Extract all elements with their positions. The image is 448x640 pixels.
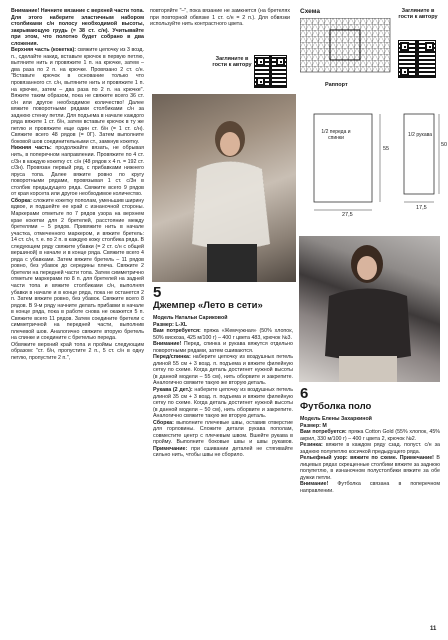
column-1 bbox=[11, 8, 144, 362]
sec6-size-value: М bbox=[322, 422, 327, 429]
pattern-pieces bbox=[296, 110, 446, 230]
lower-paragraph bbox=[11, 145, 144, 197]
qr-finder-icon bbox=[276, 57, 285, 66]
dim-width-back: 27,5 bbox=[342, 212, 353, 218]
sec6-edge-text: вяжите в каждом ряду сзад. полуст. с/н за заднюю полупетлю косичкой предыдущего ряда. bbox=[300, 442, 440, 455]
mesh-chart bbox=[300, 18, 392, 78]
sec5-model-text: Модель Натальи Сариковой bbox=[153, 315, 228, 321]
edging-text: Обвяжите верхний край топа и проймы следующим образом: "ст. б/н, пропустите 2 п., 5 ст. с/н в одну петлю, пропустите 2 п.", bbox=[11, 341, 144, 361]
sec5-assembly-text: выполните плечевые швы, оставив отверстие для горловины. Сложите детали рукава пополам, совместите центр с плечевым швом. Вшейте рукава в пройму. Выполните боковые швы и швы рукавов. bbox=[153, 419, 293, 446]
sec6-pattern-heading: Рельефный узор: bbox=[300, 455, 348, 462]
qr-finder-icon bbox=[256, 77, 265, 86]
page-number: 11 bbox=[430, 626, 437, 632]
sec5-need-text: пряжа «Жемчужная» (50% хлопок, 50% вискоза, 425 м/100 г) – 400 г цвета 483, крючок №3. bbox=[153, 328, 293, 341]
sec6-need-heading: Вам потребуется: bbox=[300, 429, 347, 436]
sec6-pattern-note-text: В лицевых рядах скрещенные столбики вяжите за заднюю полупетлю, в изнаночном полустолбики вяжите за обе дужки петли. bbox=[300, 455, 440, 481]
diagram-title: Схема bbox=[300, 8, 321, 15]
sec5-need-heading: Вам потребуется: bbox=[153, 328, 201, 335]
qr-label-2: Загляните в гости к автору bbox=[398, 8, 438, 20]
sec5-materials bbox=[153, 328, 293, 341]
sec5-attention bbox=[153, 341, 293, 354]
sec6-edge bbox=[300, 442, 440, 455]
section-5-number: 5 bbox=[153, 284, 162, 301]
qr-label-1: Загляните в гости к автору bbox=[212, 56, 252, 68]
sec5-front bbox=[153, 354, 293, 387]
assembly-heading: Сборка: bbox=[11, 197, 32, 204]
lower-text: продолжайте вязать, не обрывая нить, в поперечном направлении. Провяжите по 4 ст. с/3н в каждую кокетку ст. с/н (48 рядов х 4 п. = 192 ст. с/3н). Провязан первый ряд, с прибавками нижнего яруса топа. Далее вяжите ровно по кругу поворотными рядами, провязывая 1 ст. с/3н в столбик предыдущего ряда. Свяжите всего 9 рядов от края корсета или другое необходимое количество. bbox=[11, 145, 144, 198]
intro-paragraph bbox=[11, 8, 144, 47]
section-6-title: Футболка поло bbox=[300, 401, 372, 412]
sec5-size-heading: Размер: bbox=[153, 321, 174, 328]
sec6-pattern-note-heading: Примечание! bbox=[399, 455, 434, 462]
pattern-pieces-svg bbox=[296, 110, 446, 230]
sec6-need-text: пряжа Cotton Gold (55% хлопок, 45% акрил, 330 м/100 г) – 400 г цвета 2, крючок №2. bbox=[300, 429, 440, 442]
sec5-size-value: L-XL bbox=[175, 321, 188, 328]
section-6-body bbox=[300, 416, 440, 495]
yoke-paragraph bbox=[11, 47, 144, 145]
sec5-attn-heading: Внимание! bbox=[153, 341, 182, 348]
sec5-assembly bbox=[153, 420, 293, 459]
lower-heading: Нижняя часть: bbox=[11, 145, 52, 152]
section-5-title: Джемпер «Лето в сети» bbox=[153, 300, 263, 311]
rapport-label: Раппорт bbox=[325, 82, 348, 88]
column-2-continuation bbox=[150, 8, 290, 28]
dim-height-back: 55 bbox=[383, 146, 390, 152]
intro-text: Внимание! Начните вязание с верхней части топа. Для этого наберите эластичным набором столбиками с/н полосу необходимой высоты, закрывающую грудь (= 38 ст. с/н). Учитывайте при этом, что полотно будет собрано в два сложения. bbox=[11, 8, 144, 47]
sec5-front-heading: Перед/спинка: bbox=[153, 354, 191, 361]
sec5-note-heading: Примечание: bbox=[153, 445, 188, 452]
sec5-attn-text: Перед, спинка и рукава вяжутся отдельно поворотными рядами, затем сшиваются. bbox=[153, 341, 293, 354]
yoke-heading: Верхняя часть (кокетка): bbox=[11, 47, 76, 54]
assembly-text: сложите кокетку пополам, уменьшив ширину вдвое, и подшейте ее край с изнаночной стороны. Маркерами отметьте по 7 рядов узора на верхнем крае кокетки для 2 бретелей, расстояние между бретелями – 5 рядов. Привяжите нить в начале участка, отмеченного маркером, и вяжите бретель: 14 ст. с/н, т. е. по 2 п. в каждую кожу столбика ряда. В следующем ряду свяжите убавки (= 2 ст. с/н с общей вершиной) в начале и в конце ряда. Свяжите всего 4 ряда с убавками. Затем вяжите бретель – 11 рядов ровно, без убавок до середины плеча. Свяжите 2 бретели на передней части топа. Затем симметрично отметьте маркерами по 8 п. для бретелей на задней части топа и вяжите столбиками с/н, выполняя убавки в начале и в конце ряда, пока не останется 2 п. Затем вяжите ровно, без убавок. Свяжите всего 8 рядов. В 9-м ряду начните делать прибавки в начале в конце ряда, пока в работе снова не окажется 5 п. Свяжите всего 11 рядов. Затем соедините бретели с симметричной на передней части, выполнив плечевой шов. Аналогично свяжите вторую бретель на спинке и соедините с бретелью переда. bbox=[11, 197, 144, 342]
sec6-size-heading: Размер: bbox=[300, 422, 321, 429]
sec6-pattern-text: вяжите по схеме. bbox=[350, 455, 398, 462]
assembly-paragraph bbox=[11, 198, 144, 342]
qr-finder-icon bbox=[400, 67, 409, 76]
qr-finder-icon bbox=[256, 57, 265, 66]
qr-finder-icon bbox=[425, 42, 434, 51]
qr-finder-icon bbox=[400, 42, 409, 51]
sec5-sleeve-text: наберите цепочку из воздушных петель длиной 35 см + 3 возд. п. подъема и вяжите филейную сетку по схеме. Когда деталь достигнет нужной высоты (в данной модели – 50 см), нить оборвите и закрепите. Аналогично свяжите такую же вторую деталь. bbox=[153, 387, 293, 420]
sec6-attn-text: Футболка связана в поперечном направлении. bbox=[300, 481, 440, 495]
sec6-pattern bbox=[300, 455, 440, 481]
sec6-edge-heading: Резинка: bbox=[300, 442, 323, 449]
sec6-materials bbox=[300, 429, 440, 442]
qr-code-2[interactable] bbox=[398, 40, 436, 78]
dim-width-sleeve: 17,5 bbox=[416, 205, 427, 211]
sec5-note-text: при сшивании деталей не стягивайте сильно нить, чтобы швы не сборило. bbox=[153, 445, 293, 459]
section-6-number: 6 bbox=[300, 385, 309, 402]
edging-paragraph bbox=[11, 342, 144, 362]
sec6-attention bbox=[300, 481, 440, 494]
sec6-model-text: Модель Елены Захаркиной bbox=[300, 416, 372, 422]
sec5-assembly-heading: Сборка: bbox=[153, 419, 174, 426]
sec6-attn-heading: Внимание! bbox=[300, 481, 329, 488]
sec5-sleeve bbox=[153, 387, 293, 420]
photo-model-jumper bbox=[152, 94, 296, 282]
mesh-chart-grid bbox=[300, 18, 392, 78]
photo-model-polo bbox=[299, 236, 440, 382]
sec5-sleeve-heading: Рукава (2 дет.): bbox=[153, 387, 193, 394]
sec5-front-text: наберите цепочку из воздушных петель длиной 55 см + 3 возд. п. подъема и вяжите филейную сетку по схеме. Когда деталь достигнет нужной высоты (в данной модели – 55 см), нить оборвите и закрепите. Аналогично свяжите такую же вторую деталь. bbox=[153, 354, 293, 387]
qr-code-1[interactable] bbox=[254, 55, 287, 88]
sleeve-label: 1/2 рукава bbox=[407, 132, 433, 138]
edging-continuation: повторяйте "–", пока вязание не замкнется (на бретелях при повторной обвязке 1 ст. с/н = 2 п.). Для обвязки используйте нить контрастного цвета. bbox=[150, 8, 290, 28]
section-5-body bbox=[153, 315, 293, 459]
dim-height-sleeve: 50 bbox=[441, 142, 448, 148]
photo2-silhouette bbox=[299, 236, 440, 382]
yoke-text: свяжите цепочку из 3 возд. п., сделайте накид, вставьте крючок в первую петлю, вытяните нить и провяжите 1 п. на крючке, затем – два раза по 2 п. на крючке. Провязано 2 ст. с/н. "Вставьте крючок в основание только что провязанного ст. с/н, вытяните нить и провяжите 1 п. на крючке, затем – два раза по 2 п. на крючке". Вяжите таким образом, пока не свяжете всего 36 ст. с/н или другое необходимое количество! Далее вяжите поворотными рядами столбиками с/н за заднюю стенку петли. Для подъема в начале каждого ряда вяжите 1 ст. б/н, затем вставьте крючок в ту же петлю и провяжите еще один ст. б/н (= 1 ст. с/н). Свяжите всего 48 рядов (= 0Г). Затем выполните боковой шов соединительными ст., замкнув кокетку. bbox=[11, 47, 144, 145]
photo-silhouette bbox=[152, 94, 296, 282]
back-front-label: 1/2 переда и спинки bbox=[321, 129, 351, 141]
